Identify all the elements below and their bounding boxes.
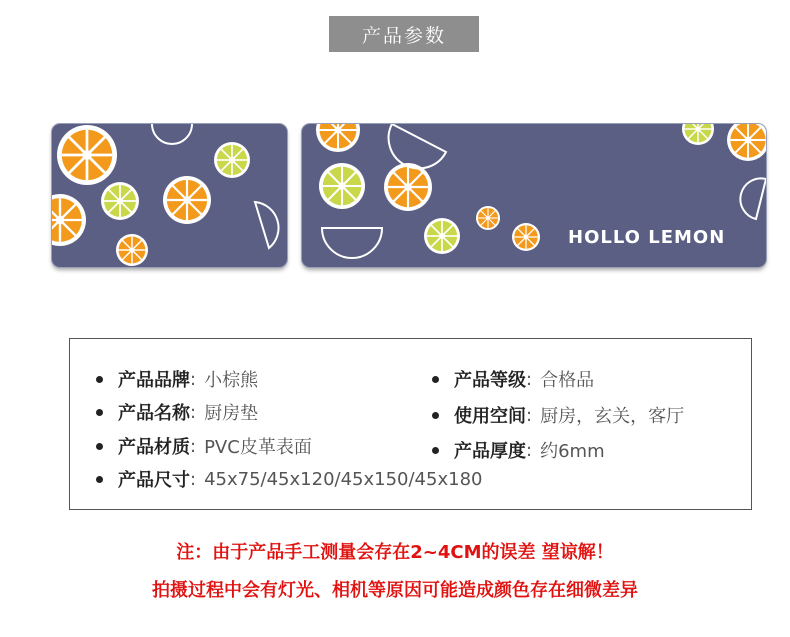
orange-slice-icon xyxy=(512,223,540,251)
param-colon: : xyxy=(526,368,533,390)
param-space xyxy=(432,402,684,428)
product-image-small-mat xyxy=(52,124,287,267)
orange-slice-icon xyxy=(57,125,117,185)
param-value: 小棕熊 xyxy=(204,370,259,391)
bullet-icon xyxy=(96,376,103,383)
orange-slice-icon xyxy=(384,163,432,211)
bullet-icon xyxy=(96,443,103,450)
param-thickness xyxy=(432,437,605,463)
param-colon: : xyxy=(190,368,197,390)
param-colon: : xyxy=(526,404,533,426)
param-label: 使用空间 xyxy=(454,406,526,427)
param-name xyxy=(96,399,258,425)
param-colon: : xyxy=(190,435,197,457)
param-value: PVC皮革表面 xyxy=(204,437,312,458)
section-title: 产品参数 xyxy=(329,16,479,52)
param-label: 产品厚度 xyxy=(454,441,526,462)
bullet-icon xyxy=(96,476,103,483)
param-colon: : xyxy=(190,401,197,423)
orange-slice-icon xyxy=(316,124,360,152)
param-size xyxy=(96,466,482,492)
param-value: 45x75/45x120/45x150/45x180 xyxy=(204,468,483,490)
param-label: 产品尺寸 xyxy=(118,470,190,491)
bullet-icon xyxy=(432,447,439,454)
orange-slice-icon xyxy=(727,124,766,161)
param-value: 约6mm xyxy=(540,441,605,462)
lemon-slice-icon xyxy=(424,218,460,254)
mat-print-text: HOLLO LEMON xyxy=(568,227,726,248)
param-value: 厨房垫 xyxy=(204,403,259,424)
product-params-box xyxy=(69,338,752,510)
param-label: 产品等级 xyxy=(454,370,526,391)
param-label: 产品名称 xyxy=(118,403,190,424)
note-measurement: 注：由于产品手工测量会存在2~4CM的误差 望谅解！ xyxy=(176,542,614,563)
param-label: 产品品牌 xyxy=(118,370,190,391)
lemon-slice-icon xyxy=(101,182,139,220)
param-label: 产品材质 xyxy=(118,437,190,458)
param-brand xyxy=(96,366,258,392)
bullet-icon xyxy=(432,412,439,419)
lemon-slice-icon xyxy=(214,142,250,178)
lemon-slice-icon xyxy=(319,163,365,209)
param-value: 合格品 xyxy=(540,370,595,391)
bullet-icon xyxy=(432,376,439,383)
param-grade xyxy=(432,366,594,392)
param-colon: : xyxy=(190,468,197,490)
bullet-icon xyxy=(96,409,103,416)
product-image-large-mat xyxy=(302,124,766,267)
note-color: 拍摄过程中会有灯光、相机等原因可能造成颜色存在细微差异 xyxy=(152,580,638,601)
param-colon: : xyxy=(526,439,533,461)
orange-slice-icon xyxy=(476,206,500,230)
orange-slice-icon xyxy=(116,234,148,266)
lemon-slice-icon xyxy=(682,124,714,145)
param-material xyxy=(96,433,312,459)
orange-slice-icon xyxy=(163,176,211,224)
param-value: 厨房，玄关，客厅 xyxy=(540,406,685,427)
orange-slice-icon xyxy=(52,194,86,246)
